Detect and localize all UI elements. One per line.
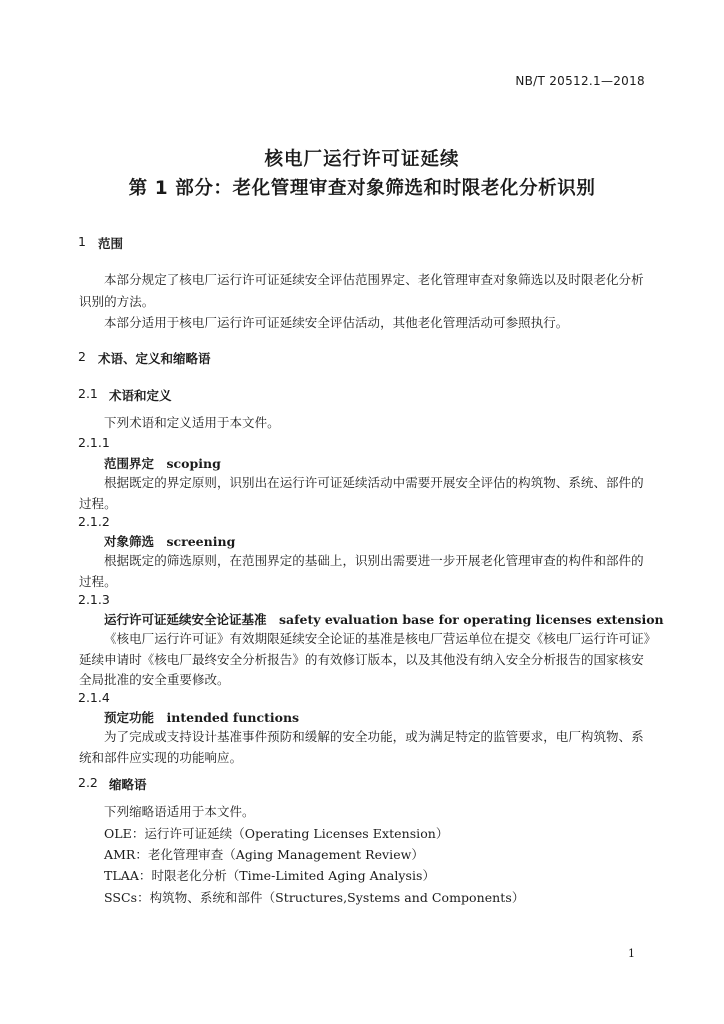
document-subtitle: 第 1 部分：老化管理审查对象筛选和时限老化分析识别 [128,178,596,199]
abbreviation-item: TLAA：时限老化分析（Time-Limited Aging Analysis） [104,868,436,883]
section-2-2-number: 2.2 [78,775,98,790]
section-2-2-intro: 下列缩略语适用于本文件。 [104,804,255,819]
section-1-paragraph-2: 本部分适用于核电厂运行许可证延续安全评估活动，其他老化管理活动可参照执行。 [104,315,569,330]
term-2-1-3-title: 运行许可证延续安全论证基准 safety evaluation base for operating licenses extension [104,612,664,627]
abbreviation-item: OLE：运行许可证延续（Operating Licenses Extension） [104,826,449,841]
term-2-1-2-definition-line-2: 过程。 [79,574,117,589]
term-2-1-4-definition-line-1: 为了完成或支持设计基准事件预防和缓解的安全功能，或为满足特定的监管要求，电厂构筑物、系 [104,729,644,744]
term-2-1-3-definition-line-1: 《核电厂运行许可证》有效期限延续安全论证的基准是核电厂营运单位在提交《核电厂运行许可证》 [104,631,657,646]
term-2-1-2-number: 2.1.2 [78,514,110,529]
section-2-2-heading: 缩略语 [109,777,147,792]
section-1-number: 1 [78,234,86,249]
section-1-heading: 范围 [98,236,124,251]
term-2-1-1-title: 范围界定 scoping [104,456,221,471]
term-2-1-1-definition-line-2: 过程。 [79,496,117,511]
document-title: 核电厂运行许可证延续 [264,149,460,170]
section-2-1-number: 2.1 [78,386,98,401]
page-number: 1 [628,947,635,960]
term-2-1-4-title: 预定功能 intended functions [104,710,300,725]
section-1-paragraph-1-line-1: 本部分规定了核电厂运行许可证延续安全评估范围界定、老化管理审查对象筛选以及时限老化分析 [104,272,644,287]
term-2-1-1-definition-line-1: 根据既定的界定原则，识别出在运行许可证延续活动中需要开展安全评估的构筑物、系统、部件的 [104,475,644,490]
term-2-1-3-definition-line-2: 延续申请时《核电厂最终安全分析报告》的有效修订版本，以及其他没有纳入安全分析报告的国家核安 [79,652,644,667]
term-2-1-2-title: 对象筛选 screening [104,534,236,549]
term-2-1-4-number: 2.1.4 [78,690,110,705]
term-2-1-2-definition-line-1: 根据既定的筛选原则，在范围界定的基础上，识别出需要进一步开展老化管理审查的构件和部件的 [104,553,644,568]
section-2-heading: 术语、定义和缩略语 [98,351,211,366]
term-2-1-3-number: 2.1.3 [78,592,110,607]
section-2-1-intro: 下列术语和定义适用于本文件。 [104,415,280,430]
term-2-1-1-number: 2.1.1 [78,435,110,450]
abbreviation-item: SSCs：构筑物、系统和部件（Structures,Systems and Components） [104,890,525,905]
section-1-paragraph-1-line-2: 识别的方法。 [79,294,155,309]
term-2-1-4-definition-line-2: 统和部件应实现的功能响应。 [79,750,243,765]
term-2-1-3-definition-line-3: 全局批准的安全重要修改。 [79,672,230,687]
document-number: NB/T 20512.1—2018 [515,74,645,88]
section-2-1-heading: 术语和定义 [109,388,172,403]
abbreviation-item: AMR：老化管理审查（Aging Management Review） [104,847,424,862]
section-2-number: 2 [78,349,86,364]
